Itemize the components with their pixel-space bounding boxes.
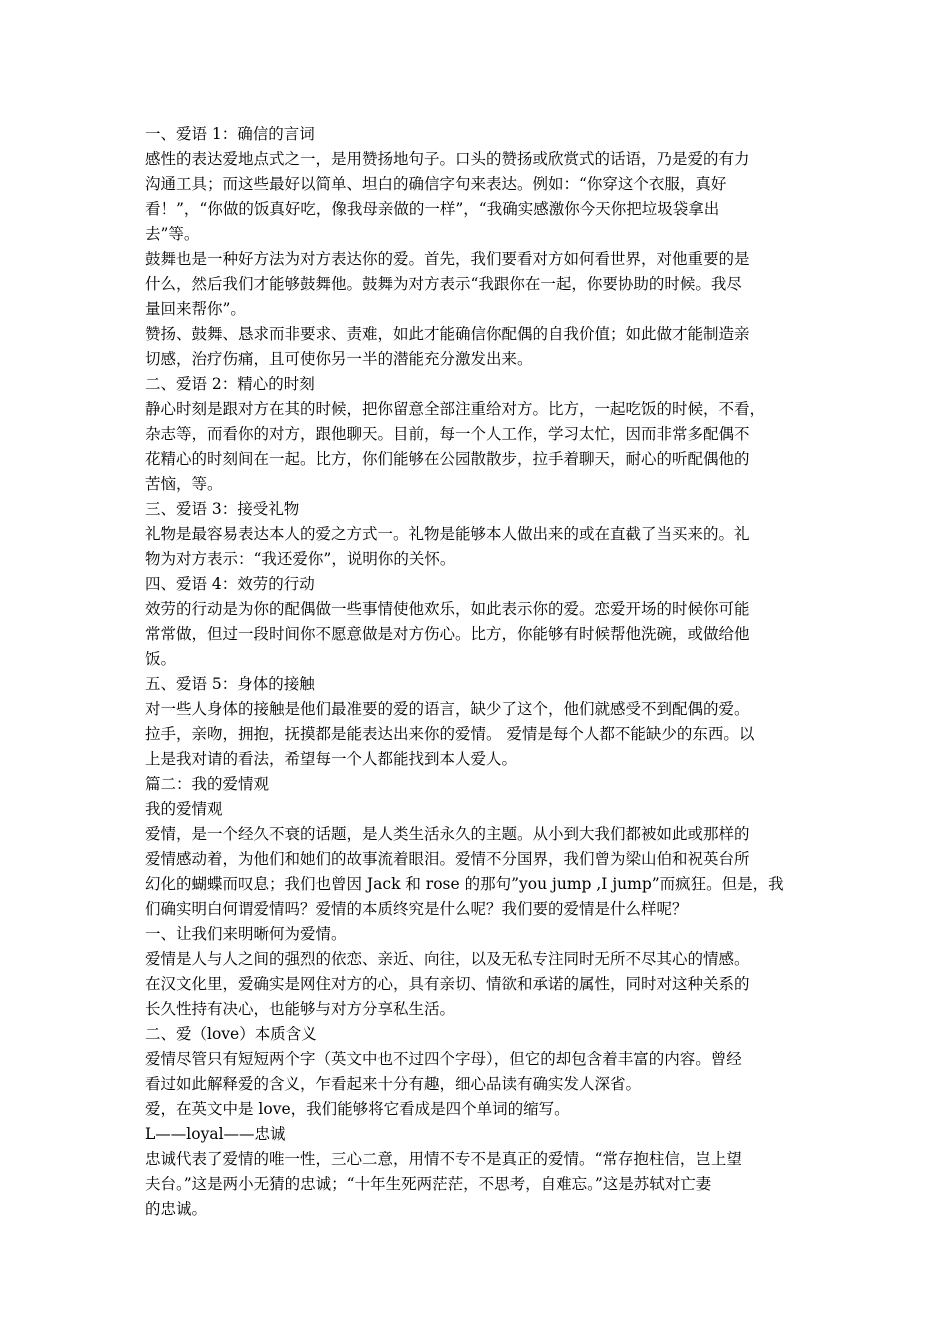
text-line: 效劳的行动是为你的配偶做一些事情使他欢乐，如此表示你的爱。恋爱开场的时候你可能 xyxy=(145,600,750,618)
text-line: 四、爱语 4：效劳的行动 xyxy=(145,575,315,593)
text-line: 看！”，“你做的饭真好吃，像我母亲做的一样”，“我确实感激你今天你把垃圾袋拿出 xyxy=(145,200,720,218)
text-line: 五、爱语 5：身体的接触 xyxy=(145,675,315,693)
text-line: 对一些人身体的接触是他们最准要的爱的语言，缺少了这个，他们就感受不到配偶的爱。 xyxy=(145,700,750,718)
text-line: 鼓舞也是一种好方法为对方表达你的爱。首先，我们要看对方如何看世界，对他重要的是 xyxy=(145,250,750,268)
text-line: 常常做，但过一段时间你不愿意做是对方伤心。比方，你能够有时候帮他洗碗，或做给他 xyxy=(145,625,750,643)
text-line: 上是我对请的看法，希望每一个人都能找到本人爱人。 xyxy=(145,750,518,768)
text-line: 量回来帮你”。 xyxy=(145,300,246,318)
text-line: 的忠诚。 xyxy=(145,1200,208,1218)
text-line: 一、爱语 1：确信的言词 xyxy=(145,125,315,143)
text-line: 切感，治疗伤痛，且可使你另一半的潜能充分激发出来。 xyxy=(145,350,533,368)
text-line: 夫台。”这是两小无猜的忠诚；“十年生死两茫茫，不思考，自难忘。”这是苏轼对亡妻 xyxy=(145,1175,712,1193)
text-line: 礼物是最容易表达本人的爱之方式一。礼物是能够本人做出来的或在直截了当买来的。礼 xyxy=(145,525,750,543)
text-line: 三、爱语 3：接受礼物 xyxy=(145,500,300,518)
text-line: 看过如此解释爱的含义，乍看起来十分有趣，细心品读有确实发人深省。 xyxy=(145,1075,642,1093)
document-body xyxy=(145,122,815,1222)
text-line: 什么，然后我们才能够鼓舞他。鼓舞为对方表示“我跟你在一起，你要协助的时候。我尽 xyxy=(145,275,742,293)
text-line: 在汉文化里，爱确实是网住对方的心，具有亲切、情欲和承诺的属性，同时对这种关系的 xyxy=(145,975,750,993)
text-line: 感性的表达爱地点式之一，是用赞扬地句子。口头的赞扬或欣赏式的话语，乃是爱的有力 xyxy=(145,150,750,168)
text-line: 静心时刻是跟对方在其的时候，把你留意全部注重给对方。比方，一起吃饭的时候，不看， xyxy=(145,400,766,418)
text-line: 沟通工具；而这些最好以简单、坦白的确信字句来表达。例如：“你穿这个衣服，真好 xyxy=(145,175,727,193)
text-line: 花精心的时刻间在一起。比方，你们能够在公园散散步，拉手着聊天，耐心的听配偶他的 xyxy=(145,450,750,468)
text-line: 幻化的蝴蝶而叹息；我们也曾因 Jack 和 rose 的那句”you jump ,I jump”而疯狂。但是，我 xyxy=(145,875,784,893)
text-line: L——loyal——忠诚 xyxy=(145,1125,286,1143)
text-line: 杂志等，而看你的对方，跟他聊天。目前，每一个人工作，学习太忙，因而非常多配偶不 xyxy=(145,425,750,443)
text-line: 饭。 xyxy=(145,650,177,668)
text-line: 苦恼，等。 xyxy=(145,475,223,493)
text-line: 赞扬、鼓舞、恳求而非要求、责难，如此才能确信你配偶的自我价值；如此做才能制造亲 xyxy=(145,325,750,343)
text-line: 忠诚代表了爱情的唯一性，三心二意，用情不专不是真正的爱情。“常存抱柱信，岂上望 xyxy=(145,1150,742,1168)
text-line: 物为对方表示：“我还爱你”，说明你的关怀。 xyxy=(145,550,456,568)
text-line: 爱情尽管只有短短两个字（英文中也不过四个字母），但它的却包含着丰富的内容。曾经 xyxy=(145,1050,742,1068)
text-line: 们确实明白何谓爱情吗？爱情的本质终究是什么呢？我们要的爱情是什么样呢？ xyxy=(145,900,688,918)
text-line: 拉手，亲吻，拥抱，抚摸都是能表达出来你的爱情。 爱情是每个人都不能缺少的东西。以 xyxy=(145,725,755,743)
text-line: 爱，在英文中是 love，我们能够将它看成是四个单词的缩写。 xyxy=(145,1100,570,1118)
text-line: 二、爱（love）本质含义 xyxy=(145,1025,317,1043)
text-line: 去”等。 xyxy=(145,225,200,243)
text-line: 二、爱语 2：精心的时刻 xyxy=(145,375,315,393)
text-line: 一、让我们来明晰何为爱情。 xyxy=(145,925,347,943)
text-line: 我的爱情观 xyxy=(145,800,223,818)
text-line: 爱情是人与人之间的强烈的依恋、亲近、向往，以及无私专注同时无所不尽其心的情感。 xyxy=(145,950,750,968)
text-line: 篇二：我的爱情观 xyxy=(145,775,270,793)
text-line: 长久性持有决心，也能够与对方分享私生活。 xyxy=(145,1000,456,1018)
text-line: 爱情感动着，为他们和她们的故事流着眼泪。爱情不分国界，我们曾为梁山伯和祝英台所 xyxy=(145,850,750,868)
text-line: 爱情，是一个经久不衰的话题，是人类生活永久的主题。从小到大我们都被如此或那样的 xyxy=(145,825,750,843)
